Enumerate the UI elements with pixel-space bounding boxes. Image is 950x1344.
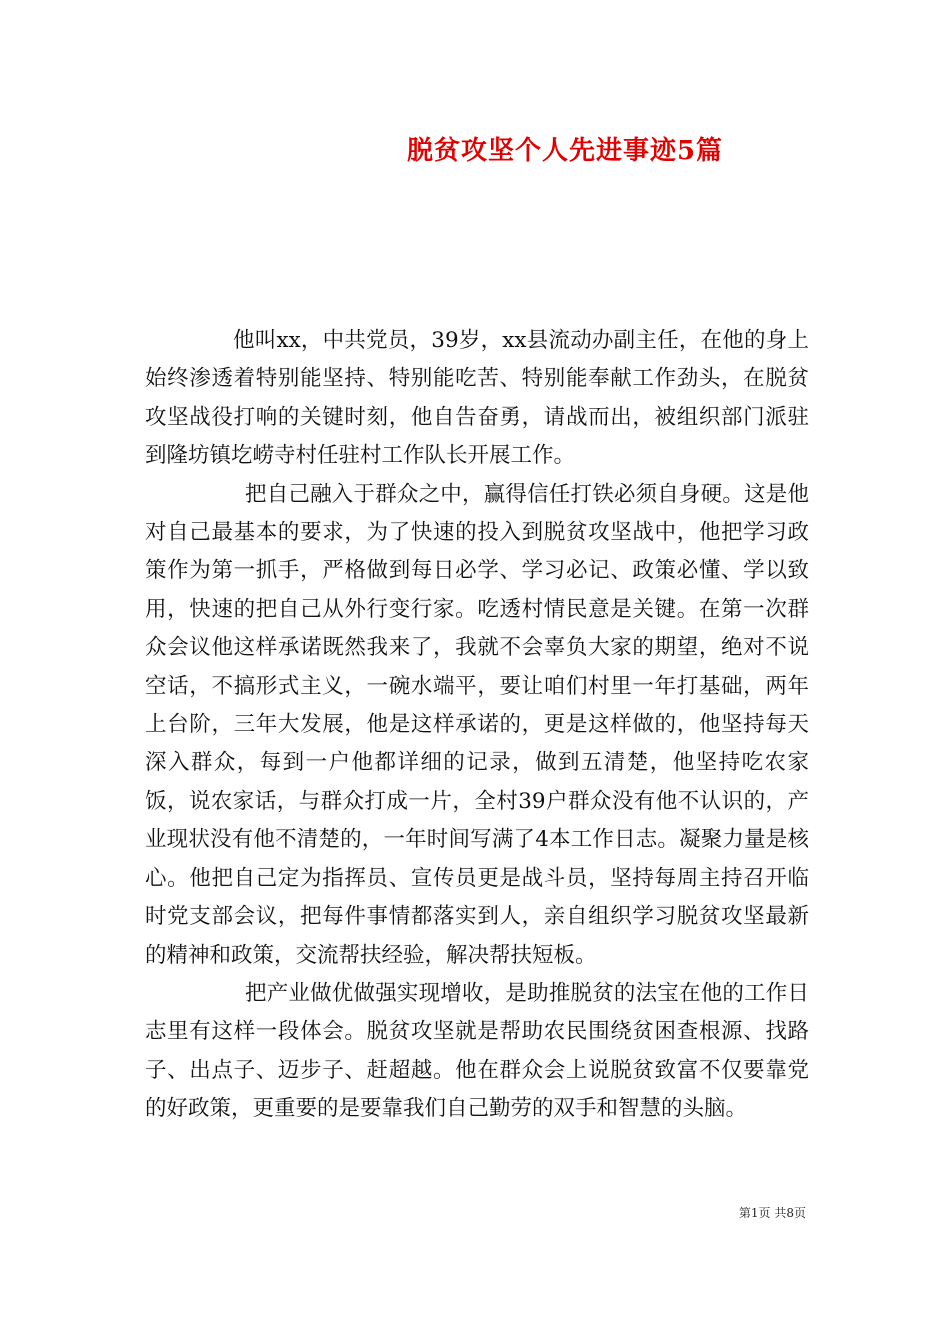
document-title: 脱贫攻坚个人先进事迹5篇 <box>406 136 724 166</box>
paragraph: 把自己融入于群众之中，赢得信任打铁必须自身硬。这是他对自己最基本的要求，为了快速的投入到脱贫攻坚战中，他把学习政策作为第一抓手，严格做到每日必学、学习必记、政策必懂、学以致用，快速的把自己从外行变行家。吃透村情民意是关键。在第一次群众会议他这样承诺既然我来了，我就不会辜负大家的期望，绝对不说空话，不搞形式主义，一碗水端平，要让咱们村里一年打基础，两年上台阶，三年大发展，他是这样承诺的，更是这样做的，他坚持每天深入群众，每到一户他都详细的记录，做到五清楚，他坚持吃农家饭，说农家话，与群众打成一片，全村39户群众没有他不认识的，产业现状没有他不清楚的，一年时间写满了4本工作日志。凝聚力量是核心。他把自己定为指挥员、宣传员更是战斗员，坚持每周主持召开临时党支部会议，把每件事情都落实到人，亲自组织学习脱贫攻坚最新的精神和政策，交流帮扶经验，解决帮扶短板。 <box>145 481 809 968</box>
paragraph: 把产业做优做强实现增收，是助推脱贫的法宝在他的工作日志里有这样一段体会。脱贫攻坚就是帮助农民围绕贫困查根源、找路子、出点子、迈步子、赶超越。他在群众会上说脱贫致富不仅要靠党的好政策，更重要的是要靠我们自己勤劳的双手和智慧的头脑。 <box>145 980 809 1122</box>
paragraph: 他叫xx，中共党员，39岁，xx县流动办副主任，在他的身上始终渗透着特别能坚持、特别能吃苦、特别能奉献工作劲头，在脱贫攻坚战役打响的关键时刻，他自告奋勇，请战而出，被组织部门派驻到隆坊镇圪崂寺村任驻村工作队长开展工作。 <box>145 328 809 469</box>
document-body <box>145 322 809 1129</box>
page-number: 第1页 共8页 <box>738 1206 806 1220</box>
